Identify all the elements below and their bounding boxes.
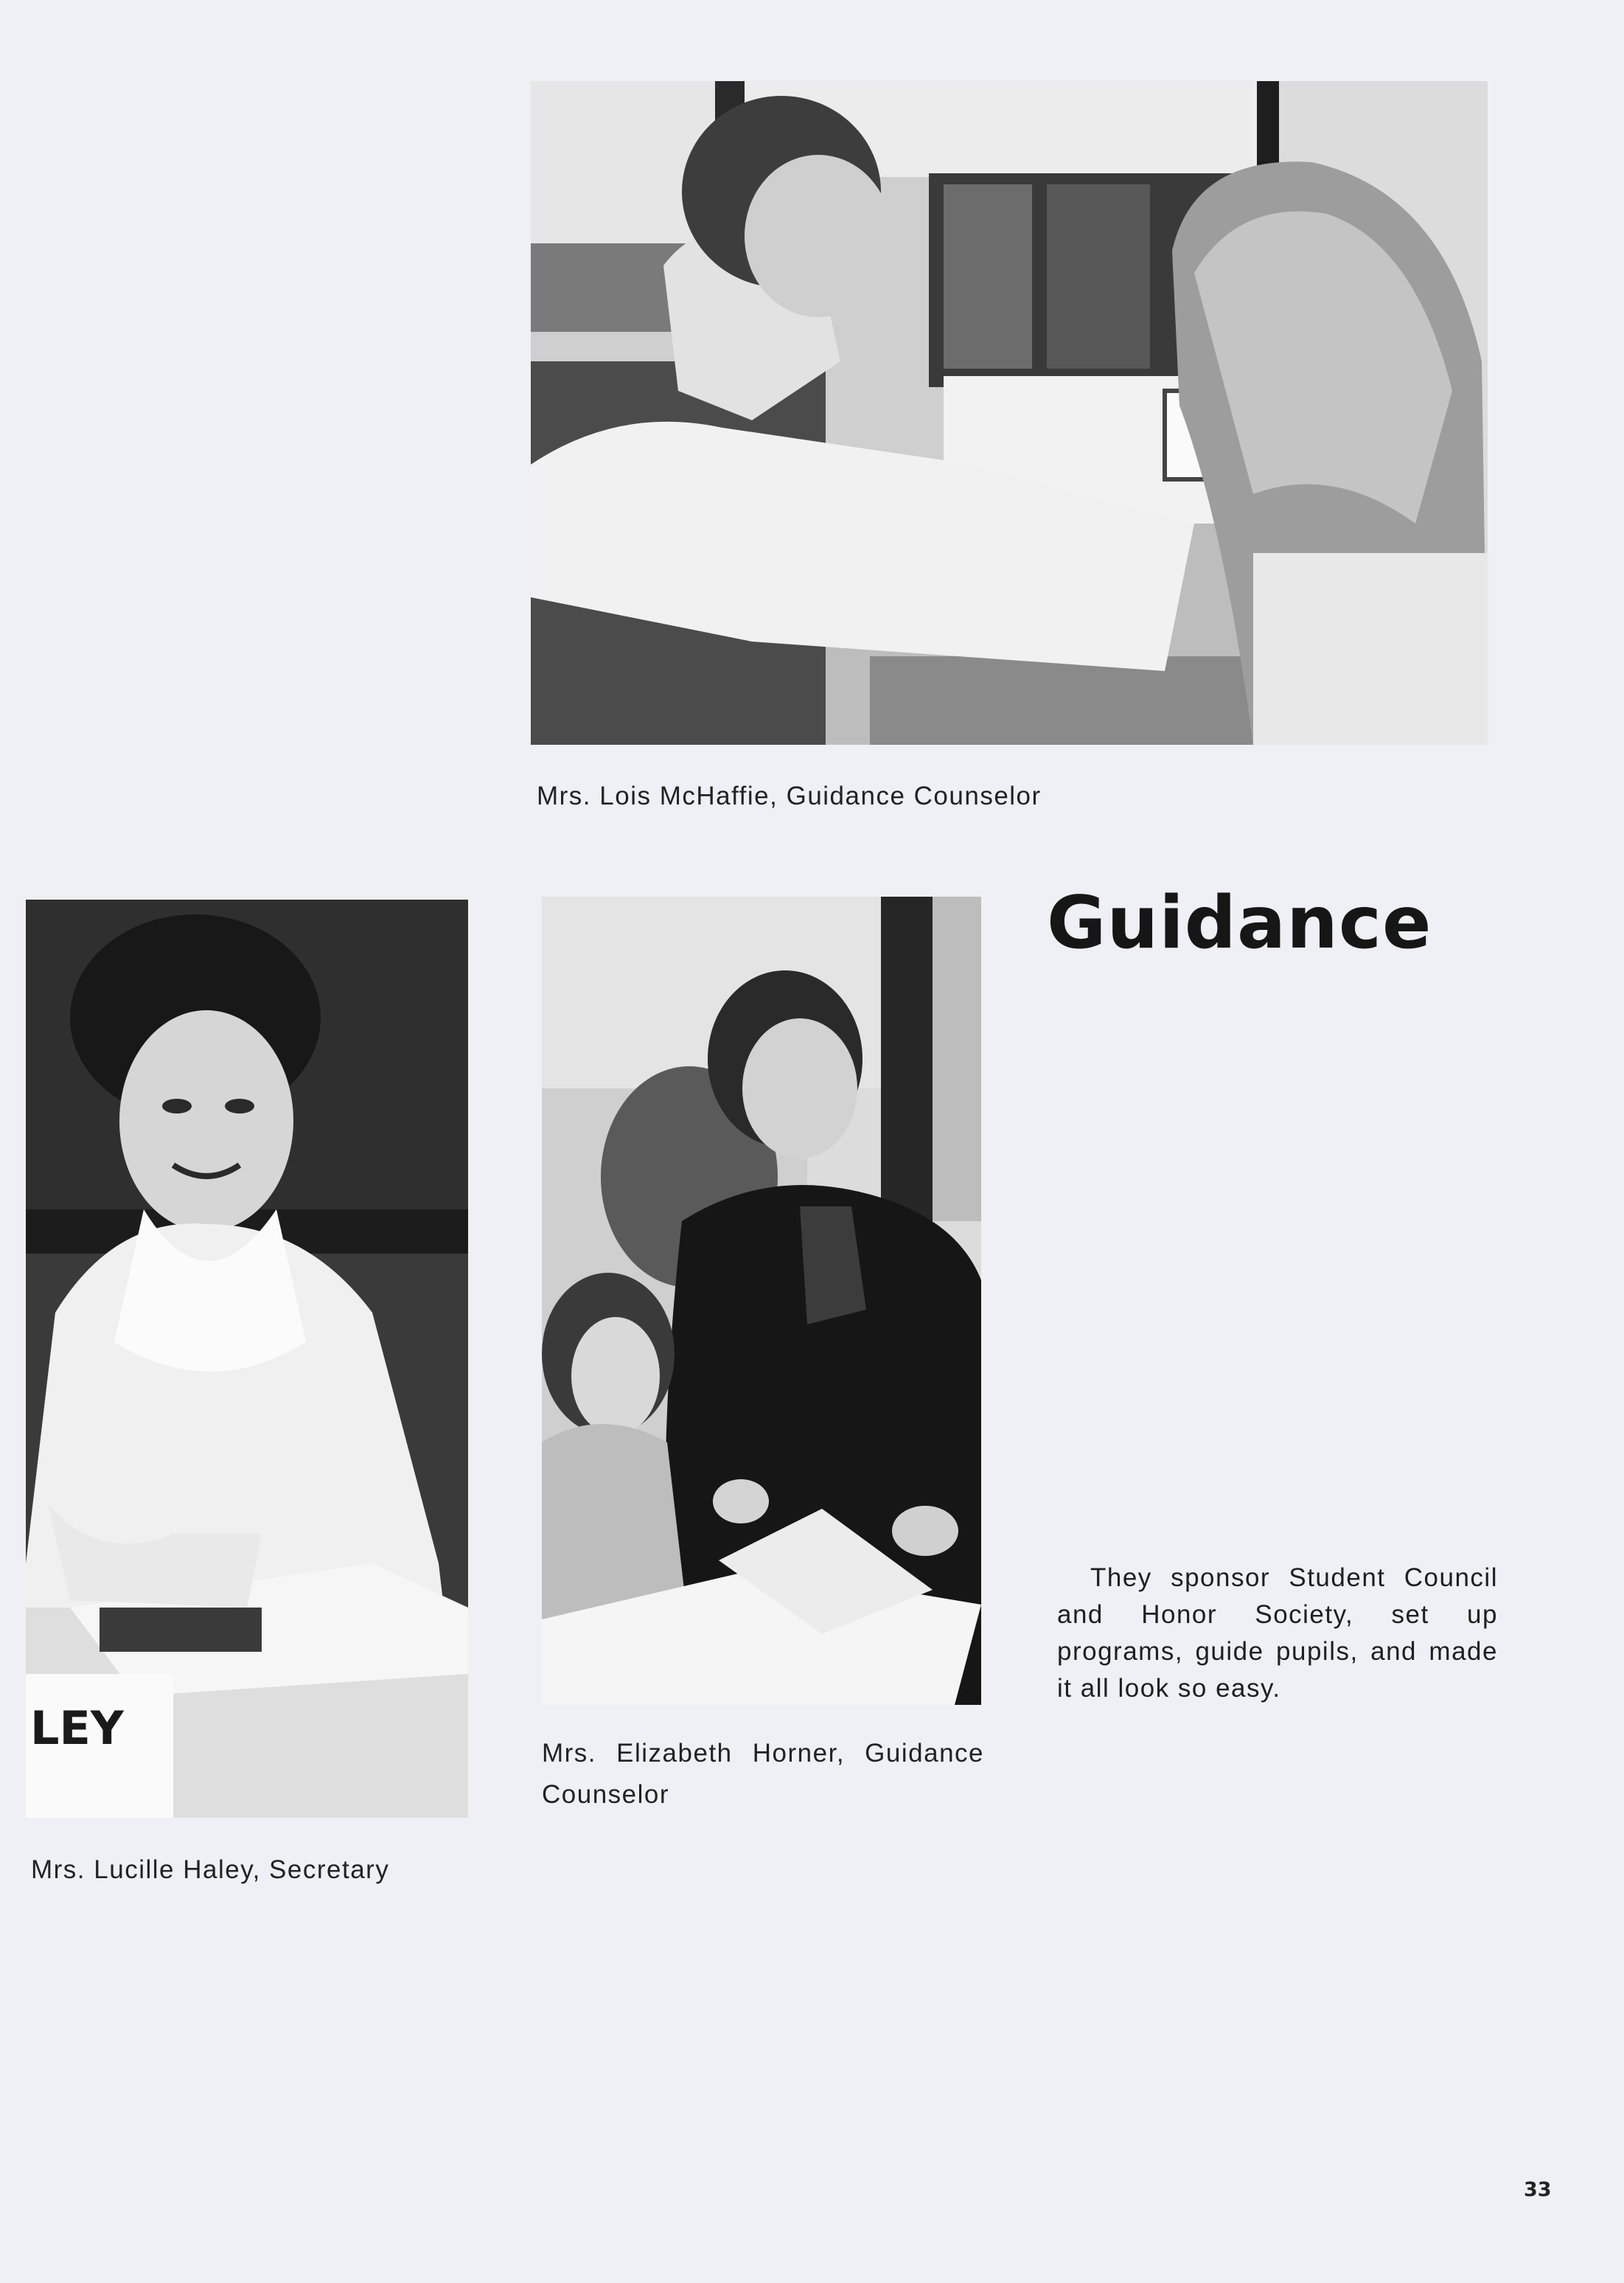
page-number: 33 [1524, 2178, 1552, 2201]
caption-mchaffie: Mrs. Lois McHaffie, Guidance Counselor [537, 782, 1042, 810]
photo-horner [542, 897, 981, 1705]
page-title: Guidance [1047, 881, 1432, 965]
body-text: They sponsor Student Council and Honor Society, set up programs, guide pupils, and made it all look so easy. [1057, 1563, 1498, 1703]
caption-horner: Mrs. Elizabeth Horner, Guidance Counselor [542, 1739, 984, 1809]
caption-haley: Mrs. Lucille Haley, Secretary [31, 1855, 390, 1884]
nameplate-text: LEY [30, 1701, 124, 1755]
photo-mchaffie [531, 81, 1488, 745]
photo-haley [26, 900, 468, 1818]
